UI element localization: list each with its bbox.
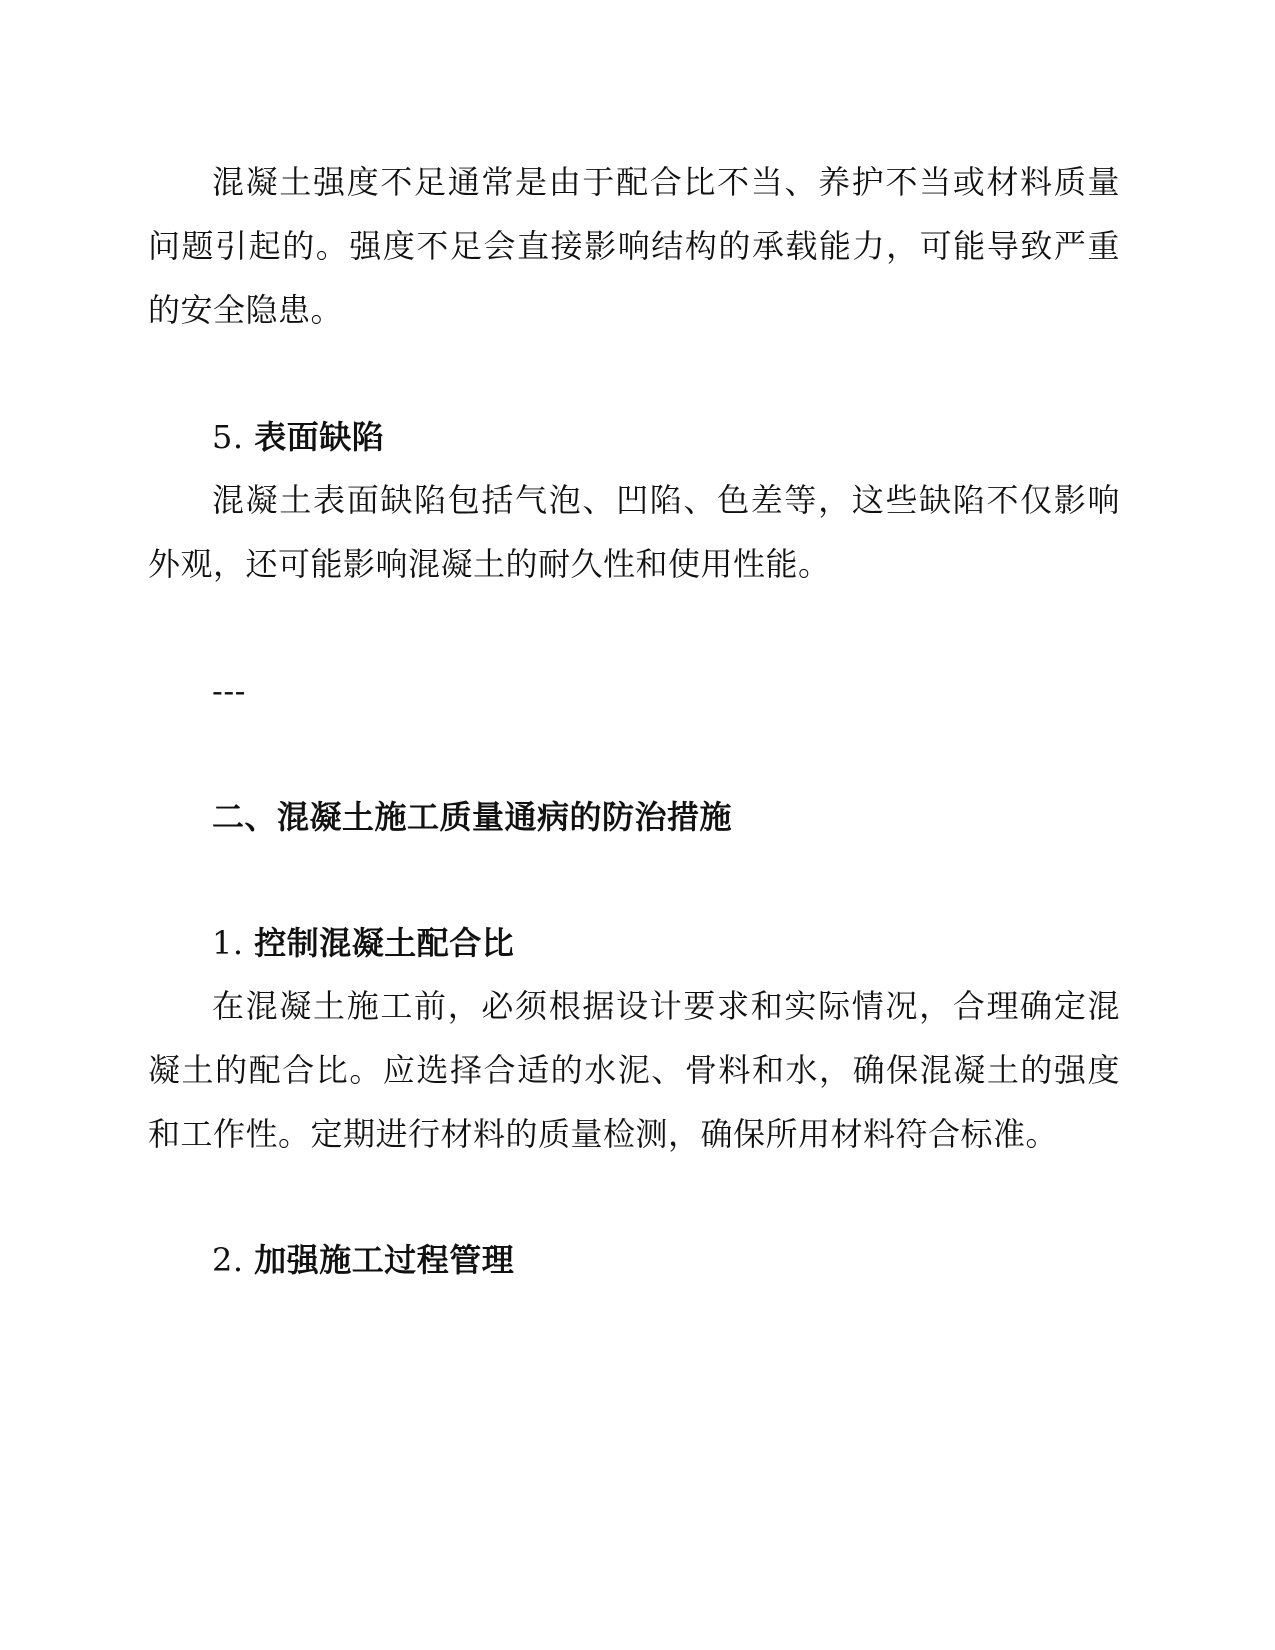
heading-construction-process-management (148, 1228, 1184, 1292)
heading-surface-defects (148, 405, 1184, 469)
section-separator: --- (212, 672, 246, 710)
heading-text: 加强施工过程管理 (254, 1241, 515, 1279)
heading-number: 1. (212, 924, 255, 962)
paragraph-surface-defects: 混凝土表面缺陷包括气泡、凹陷、色差等，这些缺陷不仅影响外观，还可能影响混凝土的耐久性和使用性能。 (148, 481, 1120, 583)
paragraph-concrete-strength: 混凝土强度不足通常是由于配合比不当、养护不当或材料质量问题引起的。强度不足会直接影响结构的承载能力，可能导致严重的安全隐患。 (148, 163, 1120, 329)
heading-text: 表面缺陷 (254, 418, 385, 456)
heading-number: 5. (212, 418, 255, 456)
heading-text: 控制混凝土配合比 (254, 924, 515, 962)
paragraph-mix-ratio: 在混凝土施工前，必须根据设计要求和实际情况，合理确定混凝土的配合比。应选择合适的水泥、骨料和水，确保混凝土的强度和工作性。定期进行材料的质量检测，确保所用材料符合标准。 (148, 987, 1120, 1153)
heading-number: 2. (212, 1241, 255, 1279)
heading-control-mix-ratio (148, 911, 1184, 975)
section-title-prevention-measures: 二、混凝土施工质量通病的防治措施 (212, 798, 733, 836)
